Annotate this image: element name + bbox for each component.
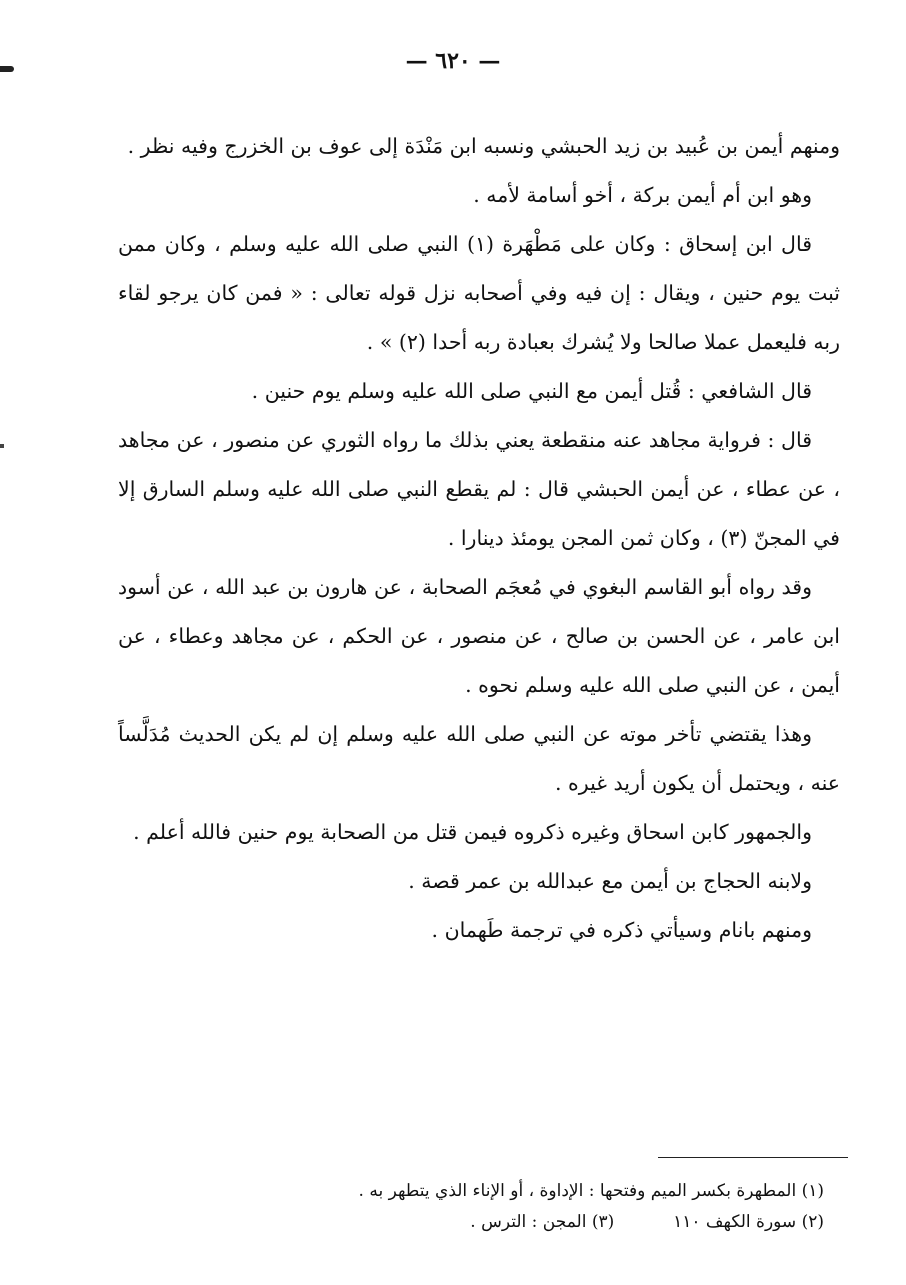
- footnote-3: (٣) المجن : الترس .: [470, 1212, 615, 1232]
- paragraph: والجمهور كابن اسحاق وغيره ذكروه فيمن قتل من الصحابة يوم حنين فالله أعلم .: [133, 820, 812, 844]
- main-text: [118, 122, 840, 955]
- paragraph: وقد رواه أبو القاسم البغوي في مُعجَم الصحابة ، عن هارون بن عبد الله ، عن أسود ابن عامر ، عن الحسن بن صالح ، عن منصور ، عن الحكم ، عن مجاهد وعطاء ، عن أيمن ، عن النبي صلى الله عليه وسلم نحوه .: [118, 575, 840, 697]
- paragraph: ومنهم أيمن بن عُبيد بن زيد الحبشي ونسبه ابن مَنْدَة إلى عوف بن الخزرج وفيه نظر .: [127, 134, 840, 158]
- paragraph: ومنهم بانام وسيأتي ذكره في ترجمة طَهمان .: [431, 918, 812, 942]
- paragraph: قال ابن إسحاق : وكان على مَطْهَرة (١) النبي صلى الله عليه وسلم ، وكان ممن ثبت يوم حنين ، ويقال : إن فيه وفي أصحابه نزل قوله تعالى : « فمن كان يرجو لقاء ربه فليعمل عملا صالحا ولا يُشرك بعبادة ربه أحدا (٢) » .: [118, 232, 840, 354]
- paragraph: قال : فرواية مجاهد عنه منقطعة يعني بذلك ما رواه الثوري عن منصور ، عن مجاهد ، عن عطاء ، عن أيمن الحبشي قال : لم يقطع النبي صلى الله عليه وسلم السارق إلا في المجنّ (٣) ، وكان ثمن المجن يومئذ دينارا .: [118, 428, 840, 550]
- paragraph: قال الشافعي : قُتل أيمن مع النبي صلى الله عليه وسلم يوم حنين .: [251, 379, 812, 403]
- paragraph: وهذا يقتضي تأخر موته عن النبي صلى الله عليه وسلم إن لم يكن الحديث مُدَلَّساً عنه ، ويحتمل أن يكون أريد غيره .: [118, 722, 840, 795]
- paragraph: ولابنه الحجاج بن أيمن مع عبدالله بن عمر قصة .: [408, 869, 812, 893]
- footnote-2: (٢) سورة الكهف ١١٠: [673, 1212, 824, 1232]
- margin-dot: [0, 444, 4, 448]
- page-number: — ٦٢٠ —: [405, 48, 501, 74]
- footnote-1: (١) المطهرة بكسر الميم وفتحها : الإداوة ، أو الإناء الذي يتطهر به .: [358, 1181, 824, 1201]
- footnotes: [200, 1176, 824, 1238]
- paragraph: وهو ابن أم أيمن بركة ، أخو أسامة لأمه .: [473, 183, 812, 207]
- footnote-divider: [658, 1157, 848, 1158]
- footnote-row: [200, 1207, 824, 1238]
